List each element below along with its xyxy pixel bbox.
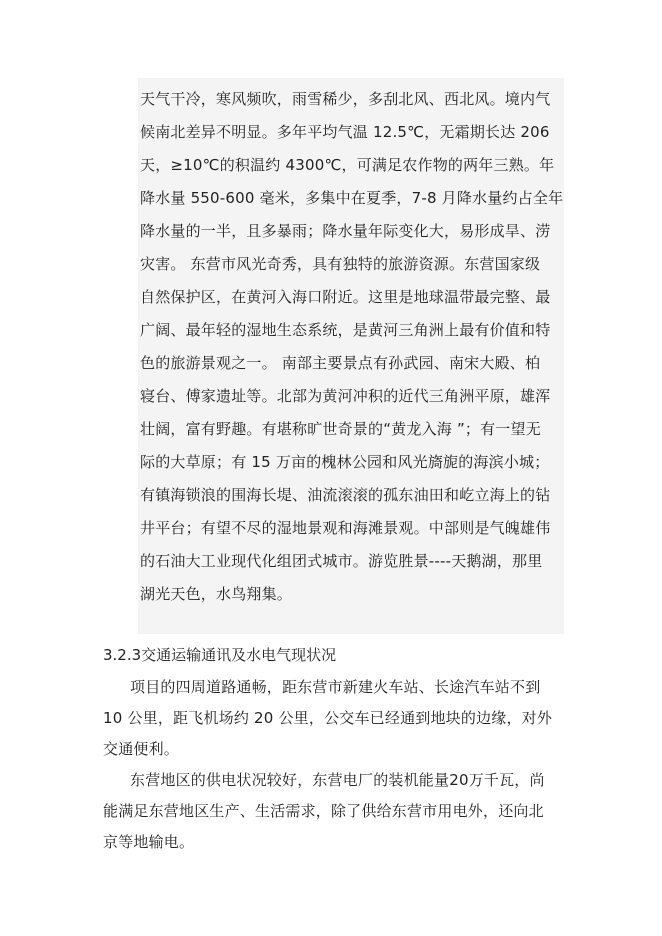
climate-line: 自然保护区，在黄河入海口附近。这里是地球温带最完整、最 xyxy=(140,288,551,306)
power-line: 东营地区的供电状况较好，东营电厂的装机能量20万千瓦，尚 xyxy=(130,771,545,789)
climate-line: 的石油大工业现代化组团式城市。游览胜景----天鹅湖，那里 xyxy=(140,552,543,570)
climate-line: 灾害。 东营市风光奇秀，具有独特的旅游资源。东营国家级 xyxy=(140,255,541,273)
climate-line: 寝台、傅家遗址等。北部为黄河冲积的近代三角洲平原，雄浑 xyxy=(140,387,551,405)
climate-line: 壮阔，富有野趣。有堪称旷世奇景的“黄龙入海 ”；有一望无 xyxy=(140,420,541,438)
climate-line: 际的大草原；有 15 万亩的槐林公园和风光旖旎的海滨小城； xyxy=(140,453,550,471)
climate-line: 天，≥10℃的积温约 4300℃，可满足农作物的两年三熟。年 xyxy=(140,156,555,174)
section-heading: 3.2.3交通运输通讯及水电气现状况 xyxy=(103,646,337,664)
climate-line: 有镇海锁浪的围海长堤、油流滚滚的孤东油田和屹立海上的钻 xyxy=(140,486,551,504)
power-line: 京等地输电。 xyxy=(103,833,195,851)
climate-line: 候南北差异不明显。多年平均气温 12.5℃，无霜期长达 206 xyxy=(140,123,550,141)
climate-line: 降水量 550-600 毫米，多集中在夏季，7-8 月降水量约占全年 xyxy=(140,189,564,207)
power-line: 能满足东营地区生产、生活需求，除了供给东营市用电外，还向北 xyxy=(103,802,544,820)
transport-line: 项目的四周道路通畅，距东营市新建火车站、长途汽车站不到 xyxy=(130,678,541,696)
climate-line: 湖光天色，水鸟翔集。 xyxy=(140,585,293,603)
climate-line: 降水量的一半，且多暴雨；降水量年际变化大，易形成旱、涝 xyxy=(140,222,551,240)
climate-line: 井平台；有望不尽的湿地景观和海滩景观。中部则是气魄雄伟 xyxy=(140,519,551,537)
climate-line: 天气干冷，寒风频吹，雨雪稀少，多刮北风、西北风。境内气 xyxy=(140,90,551,108)
transport-line: 10 公里，距飞机场约 20 公里，公交车已经通到地块的边缘，对外 xyxy=(103,709,553,727)
climate-line: 广阔、最年轻的湿地生态系统，是黄河三角洲上最有价值和特 xyxy=(140,321,551,339)
transport-line: 交通便利。 xyxy=(103,740,180,758)
climate-line: 色的旅游景观之一。 南部主要景点有孙武园、南宋大殿、柏 xyxy=(140,354,541,372)
